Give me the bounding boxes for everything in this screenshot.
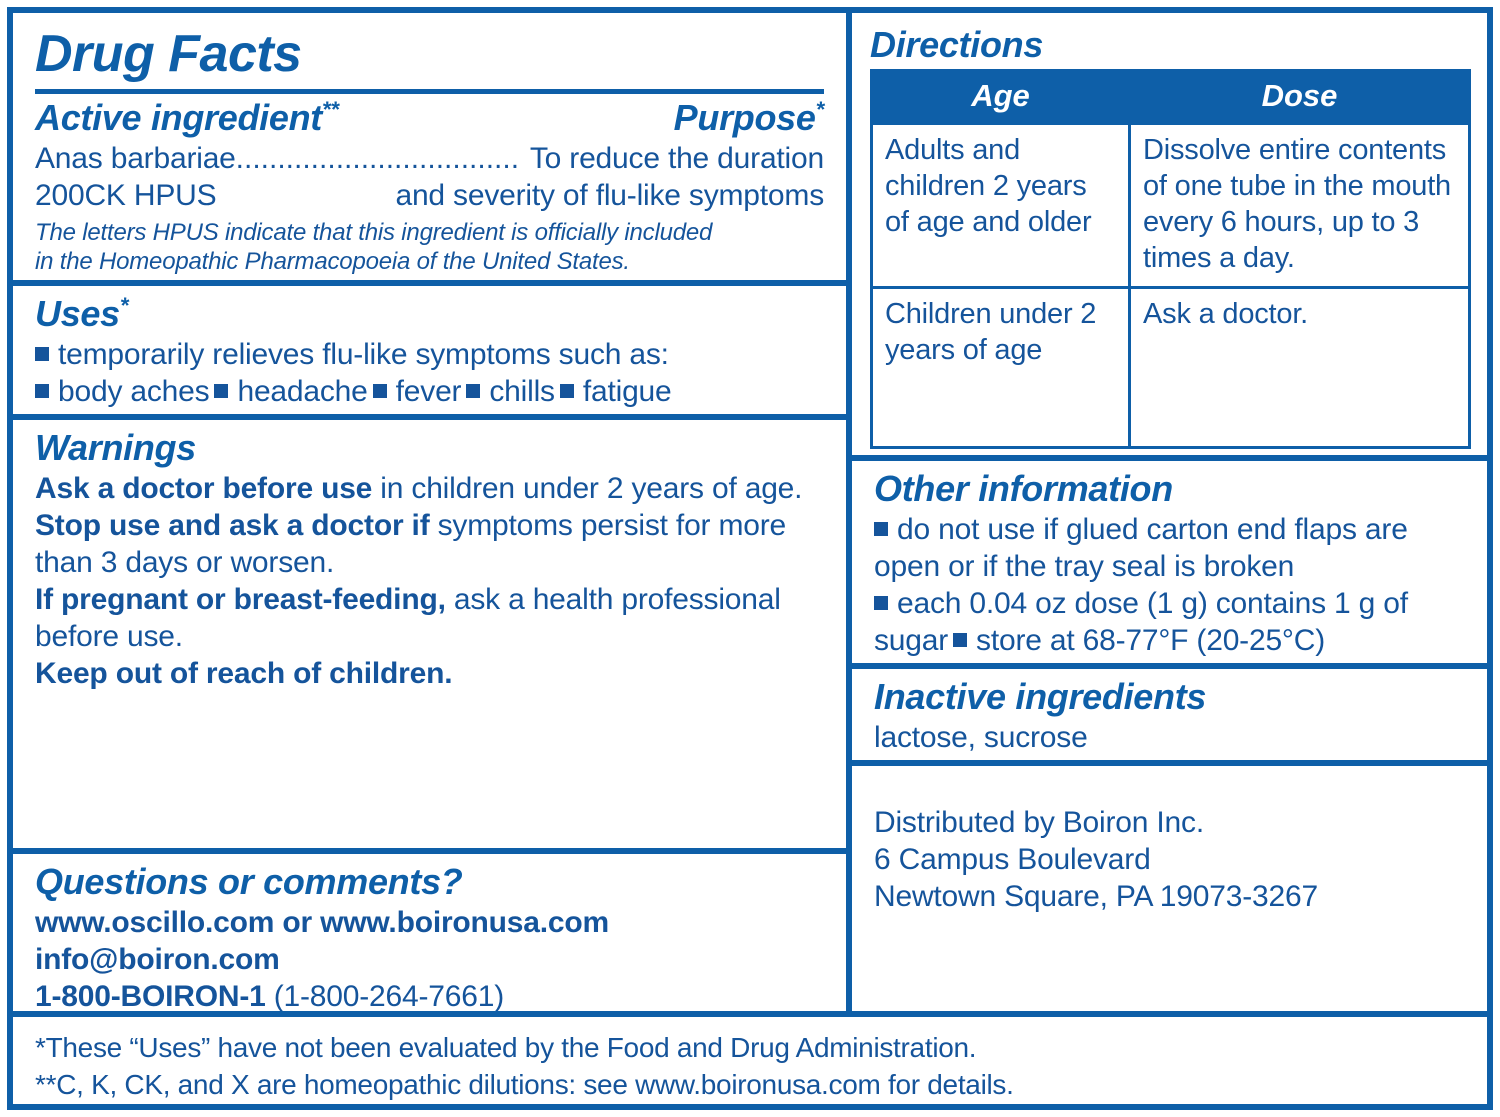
left-column: [13, 13, 852, 1017]
questions-phone: [35, 978, 824, 1015]
active-ingredient-heading: [35, 96, 339, 140]
right-column: [852, 13, 1487, 1017]
cell-age: Children under 2 years of age: [872, 288, 1130, 448]
directions-section: [852, 13, 1487, 455]
warning-item-bold: If pregnant or breast-feeding,: [35, 583, 446, 616]
uses-heading-sup: *: [119, 293, 129, 318]
other-information-heading: Other information: [874, 468, 1173, 509]
uses-heading: [35, 292, 824, 336]
footnote-line-1: *These “Uses” have not been evaluated by the Food and Drug Administration.: [35, 1032, 977, 1063]
warning-item-rest: in children under 2 years of age.: [372, 472, 803, 505]
purpose-text-line-1: To reduce the duration: [529, 142, 824, 175]
table-row: [872, 288, 1470, 448]
other-info-bullet-2-part-1: each 0.04 oz dose (1 g) contains 1 g of sugar: [874, 587, 1408, 657]
warning-item-bold: Ask a doctor before use: [35, 472, 373, 505]
warning-item: [35, 581, 824, 655]
directions-table: [870, 69, 1471, 449]
other-info-bullet-1-text: do not use if glued carton end flaps are open or if the tray seal is broken: [874, 513, 1408, 583]
bullet-icon: [874, 596, 888, 610]
questions-websites-text[interactable]: www.oscillo.com or www.boironusa.com: [35, 906, 609, 939]
bullet-icon: [373, 384, 387, 398]
column-header-dose: Dose: [1130, 71, 1470, 124]
questions-email-text[interactable]: info@boiron.com: [35, 943, 280, 976]
other-info-bullet-2-part-2: store at 68-77°F (20-25°C): [976, 624, 1325, 657]
distributor-line-3: Newtown Square, PA 19073-3267: [874, 880, 1318, 913]
distributor-line-1: Distributed by Boiron Inc.: [874, 806, 1204, 839]
questions-section: [13, 848, 846, 1017]
purpose-heading: [674, 96, 824, 140]
cell-dose: Ask a doctor.: [1130, 288, 1470, 448]
questions-phone-numeric: (1-800-264-7661): [273, 980, 505, 1013]
bullet-icon: [466, 384, 480, 398]
footnotes-section: [13, 1011, 1487, 1104]
hpus-note-line-1: The letters HPUS indicate that this ingredient is officially included: [35, 219, 713, 246]
bullet-icon: [35, 347, 49, 361]
questions-heading: Questions or comments?: [35, 861, 463, 902]
distributor-section: [852, 760, 1487, 1017]
active-ingredient-name: [35, 140, 519, 177]
footnote-line-2: **C, K, CK, and X are homeopathic dilutions: see www.boironusa.com for details.: [35, 1069, 1014, 1100]
symptom-item: fatigue: [582, 375, 672, 408]
questions-websites: [35, 904, 824, 941]
active-ingredient-name-text: Anas barbariae: [35, 142, 236, 175]
column-header-age: Age: [872, 71, 1130, 124]
hpus-note-line-2: in the Homeopathic Pharmacopoeia of the United States.: [35, 248, 630, 275]
active-ingredient-row-1: [35, 140, 824, 177]
uses-section: [13, 280, 846, 414]
warning-item-bold: Stop use and ask a doctor if: [35, 509, 430, 542]
purpose-heading-sup: *: [815, 97, 824, 122]
symptom-item: fever: [395, 375, 462, 408]
inactive-ingredients-value: lactose, sucrose: [874, 721, 1088, 754]
symptom-item: chills: [489, 375, 555, 408]
directions-heading: Directions: [870, 24, 1044, 65]
warnings-section: [13, 414, 846, 848]
table-row: [872, 124, 1470, 288]
distributor-line-2: 6 Campus Boulevard: [874, 843, 1151, 876]
uses-symptom-list: [35, 373, 824, 410]
other-info-bullet-1: [874, 511, 1465, 585]
active-ingredient-row-2: [35, 177, 824, 214]
uses-bullet-1: [35, 336, 824, 373]
active-ingredient-potency: 200CK HPUS: [35, 179, 217, 212]
questions-email: [35, 941, 824, 978]
purpose-text-line-2: and severity of flu-like symptoms: [395, 179, 824, 212]
active-ingredient-heading-text: Active ingredient: [35, 97, 322, 138]
active-ingredient-headings: [35, 96, 824, 140]
title-divider: [35, 89, 824, 94]
bullet-icon: [874, 522, 888, 536]
active-ingredient-heading-sup: **: [321, 97, 339, 122]
bullet-icon: [560, 384, 574, 398]
page-title: Drug Facts: [35, 25, 302, 83]
warnings-heading: Warnings: [35, 427, 196, 468]
warning-item: [35, 507, 824, 581]
uses-bullet-1-text: temporarily relieves flu-like symptoms such as:: [58, 338, 669, 371]
symptom-item: body aches: [58, 375, 210, 408]
cell-age: Adults and children 2 years of age and older: [872, 124, 1130, 288]
bullet-icon: [35, 384, 49, 398]
table-header-row: [872, 71, 1470, 124]
warning-item: [35, 655, 824, 692]
questions-phone-vanity[interactable]: 1-800-BOIRON-1: [35, 980, 266, 1013]
label-columns: [13, 13, 1487, 1017]
warning-item-bold: Keep out of reach of children.: [35, 657, 453, 690]
warning-item-rest: symptoms persist for more than 3 days or worsen.: [35, 509, 787, 579]
purpose-heading-text: Purpose: [673, 97, 816, 138]
warning-item-rest: ask a health professional before use.: [35, 583, 781, 653]
symptom-item: headache: [237, 375, 368, 408]
bullet-icon: [953, 633, 967, 647]
other-info-bullet-2: [874, 585, 1465, 659]
cell-dose: Dissolve entire contents of one tube in the mouth every 6 hours, up to 3 times a day.: [1130, 124, 1470, 288]
active-ingredient-section: [13, 13, 846, 280]
leader-dots: ..................................: [235, 142, 520, 175]
other-information-section: [852, 455, 1487, 663]
bullet-icon: [214, 384, 228, 398]
drug-facts-label: [7, 7, 1493, 1110]
warning-item: [35, 470, 824, 507]
inactive-ingredients-section: [852, 663, 1487, 760]
uses-heading-text: Uses: [35, 293, 120, 334]
inactive-ingredients-heading: Inactive ingredients: [874, 676, 1207, 717]
hpus-note: [35, 214, 824, 276]
